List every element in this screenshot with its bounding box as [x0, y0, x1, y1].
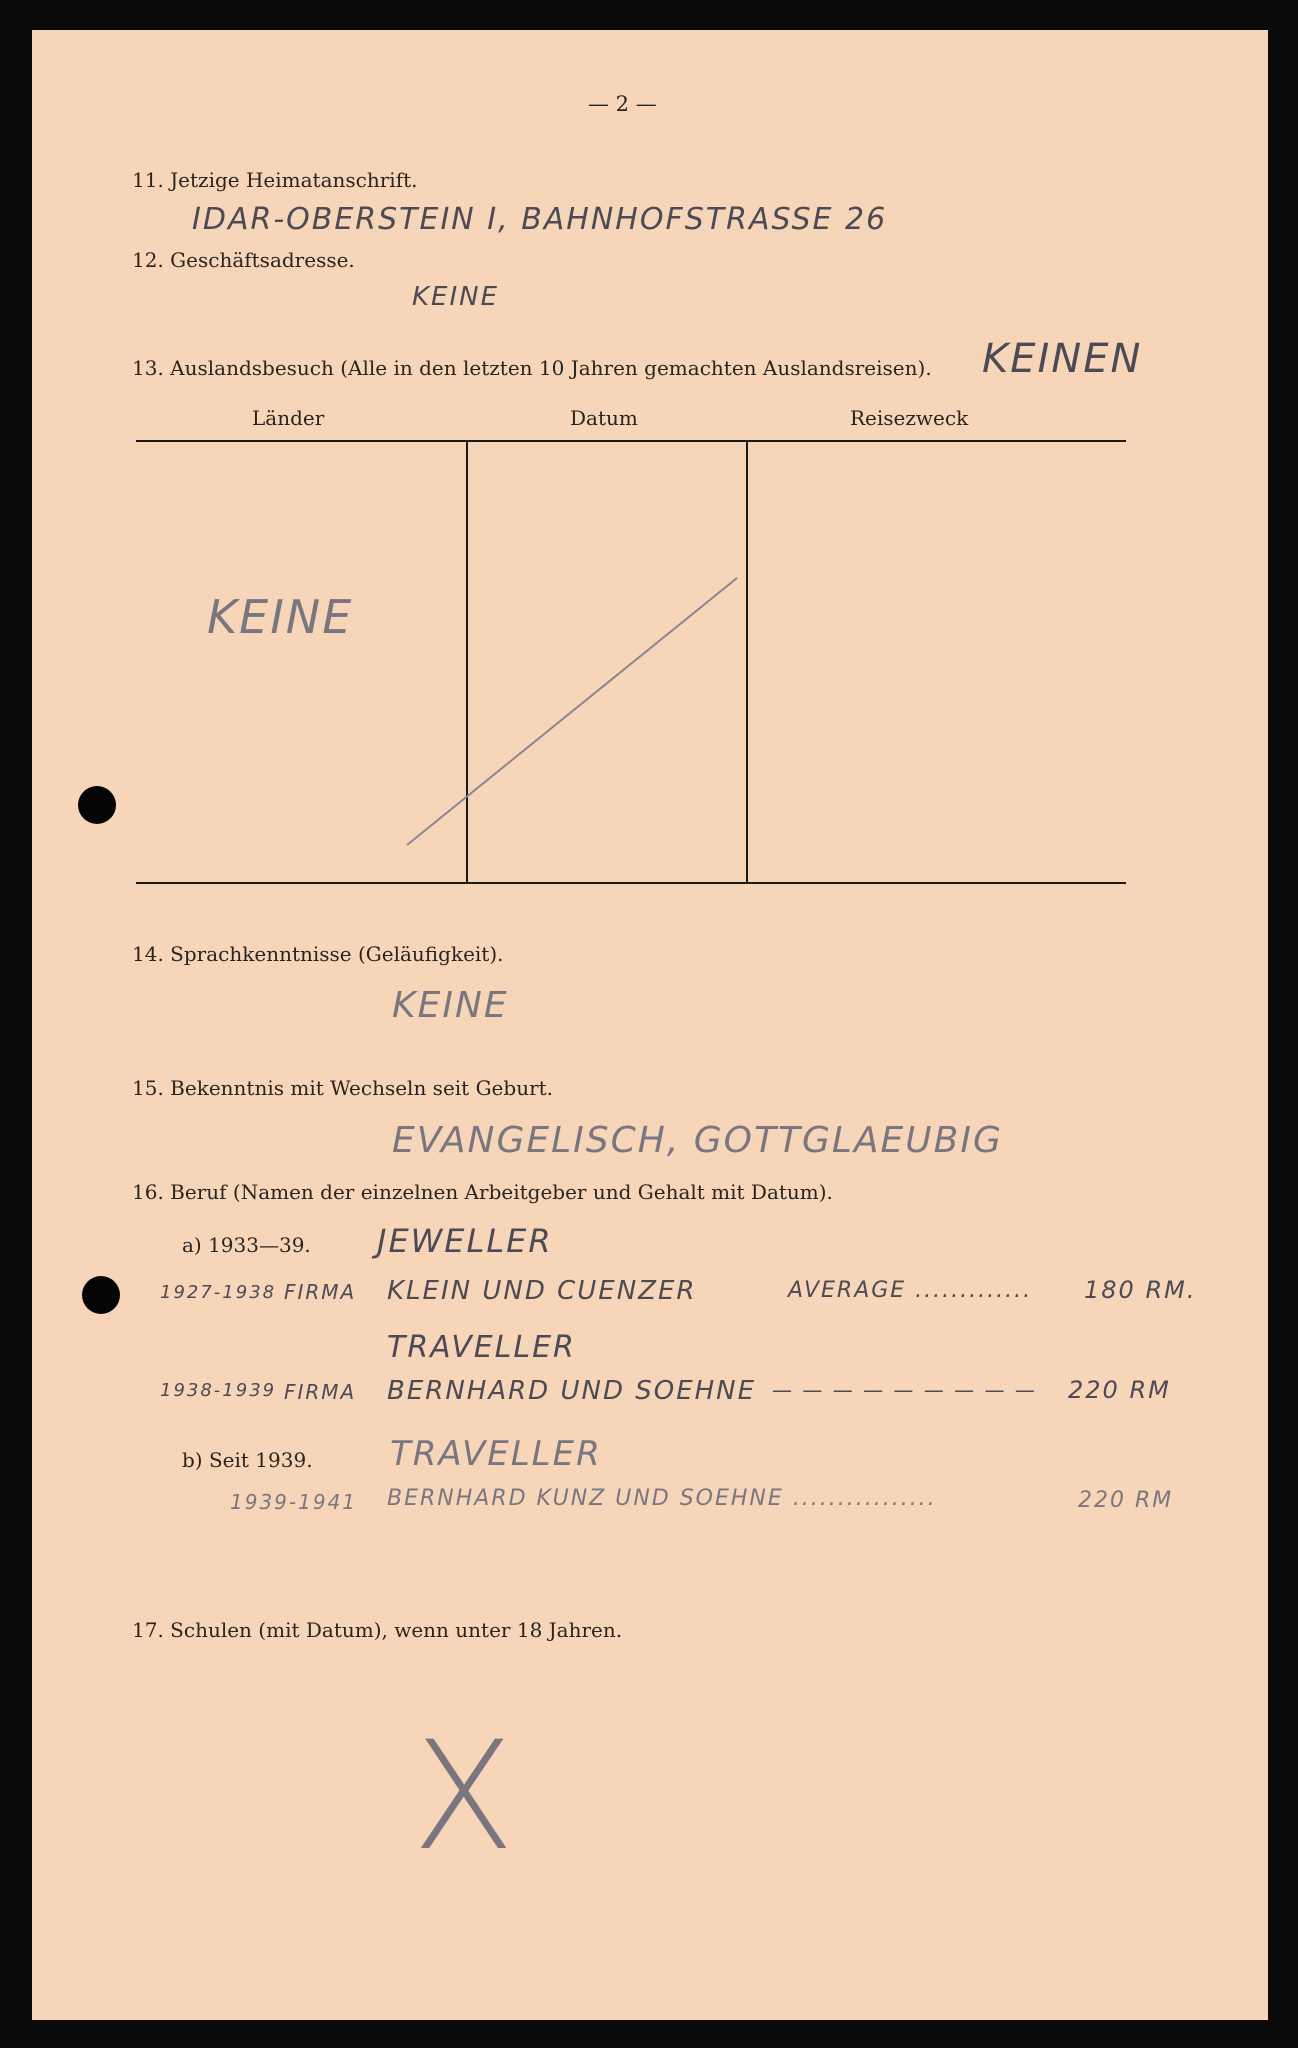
document-page: [32, 30, 1268, 2020]
item-16a-row2-note: — — — — — — — — —: [772, 1378, 1037, 1402]
item-15-label: 15. Bekenntnis mit Wechseln seit Geburt.: [132, 1076, 554, 1100]
page-number: — 2 —: [588, 92, 657, 116]
item-16a-row1-pay: 180 RM.: [1084, 1276, 1197, 1304]
table-divider-2: [746, 442, 748, 882]
column-reisezweck: Reisezweck: [850, 406, 969, 430]
table-top-rule: [136, 440, 1126, 442]
item-16a-row2-pay: 220 RM: [1068, 1376, 1171, 1404]
item-11-label: 11. Jetzige Heimatanschrift.: [132, 168, 418, 192]
item-16a-row1-years: 1927-1938: [160, 1282, 277, 1303]
item-16a-row1-name: KLEIN UND CUENZER: [387, 1276, 697, 1306]
item-16a-row2-name: BERNHARD UND SOEHNE: [387, 1376, 757, 1406]
table-cell-answer: KEINE: [207, 590, 354, 644]
item-16b-row1-name: BERNHARD KUNZ UND SOEHNE ................: [387, 1486, 937, 1511]
item-14-label: 14. Sprachkenntnisse (Geläufigkeit).: [132, 942, 504, 966]
item-16a-row1-firm: FIRMA: [284, 1280, 357, 1304]
item-16a-label: a) 1933—39.: [182, 1233, 311, 1257]
item-11-answer: IDAR-OBERSTEIN I, BAHNHOFSTRASSE 26: [192, 202, 888, 237]
item-16a-row1-note: AVERAGE .............: [788, 1278, 1033, 1303]
item-13-answer: KEINEN: [982, 336, 1143, 382]
punch-hole-top: [78, 786, 116, 824]
item-16b-row1-pay: 220 RM: [1078, 1488, 1174, 1513]
item-17-label: 17. Schulen (mit Datum), wenn unter 18 Jahren.: [132, 1618, 623, 1642]
item-16b-label: b) Seit 1939.: [182, 1448, 313, 1472]
item-16a-row2-firm: FIRMA: [284, 1380, 357, 1404]
item-13-label: 13. Auslandsbesuch (Alle in den letzten 10 Jahren gemachten Auslandsreisen).: [132, 356, 932, 380]
item-16a-row2-years: 1938-1939: [160, 1380, 277, 1401]
item-17-answer: X: [412, 1710, 517, 1884]
item-16b-title: TRAVELLER: [390, 1434, 602, 1474]
table-strike-line: [402, 570, 742, 850]
item-12-label: 12. Geschäftsadresse.: [132, 248, 355, 272]
column-laender: Länder: [252, 406, 325, 430]
item-15-answer: EVANGELISCH, GOTTGLAEUBIG: [392, 1120, 1003, 1161]
punch-hole-bottom: [82, 1276, 120, 1314]
item-16a-title: JEWELLER: [377, 1222, 553, 1260]
item-14-answer: KEINE: [392, 985, 509, 1026]
table-bottom-rule: [136, 882, 1126, 884]
column-datum: Datum: [570, 406, 638, 430]
item-12-answer: KEINE: [412, 282, 500, 312]
item-16a-title2: TRAVELLER: [387, 1330, 576, 1365]
item-16-label: 16. Beruf (Namen der einzelnen Arbeitgeber und Gehalt mit Datum).: [132, 1180, 833, 1204]
item-16b-row1-years: 1939-1941: [230, 1490, 358, 1514]
